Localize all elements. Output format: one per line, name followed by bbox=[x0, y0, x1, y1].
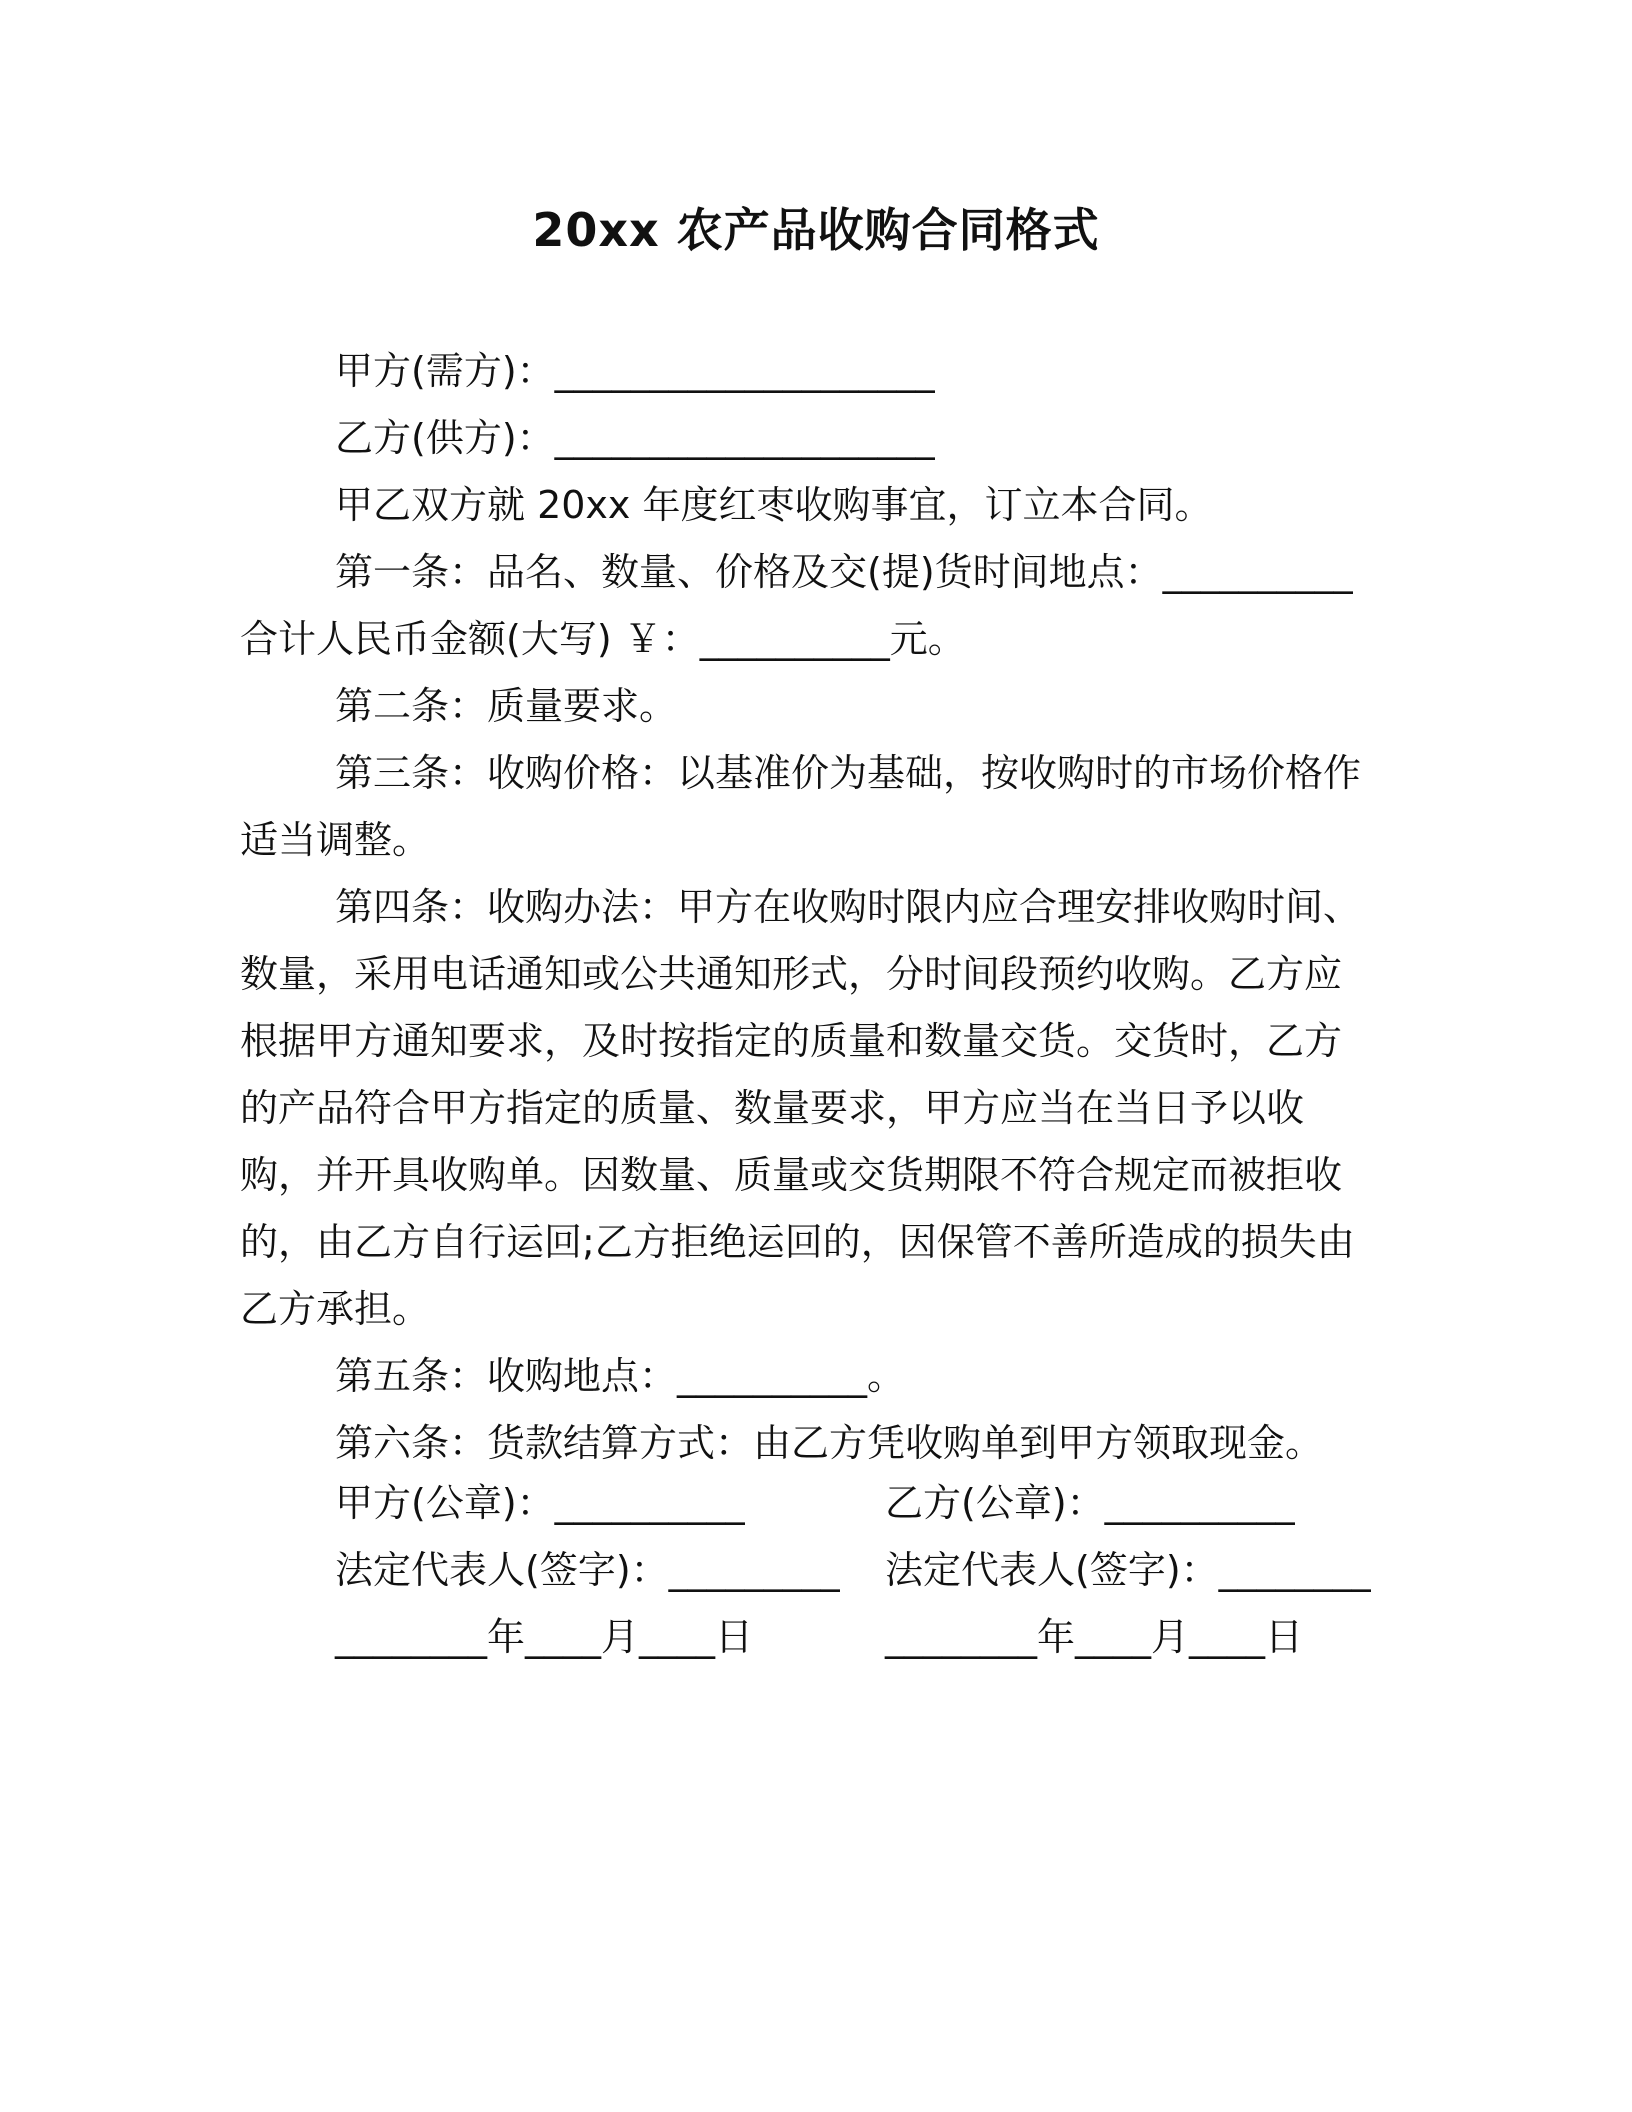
party-b-date: ________年____月____日 bbox=[885, 1615, 1304, 1659]
party-b-representative: 法定代表人(签字)：________ bbox=[885, 1548, 1371, 1592]
party-b-line: 乙方(供方)：____________________ bbox=[335, 416, 935, 460]
signature-block bbox=[335, 1470, 1375, 1671]
article-2: 第二条：质量要求。 bbox=[335, 684, 678, 728]
representative-row bbox=[335, 1537, 1375, 1604]
intro-paragraph: 甲乙双方就 20xx 年度红枣收购事宜，订立本合同。 bbox=[335, 483, 1213, 527]
article-1: 第一条：品名、数量、价格及交(提)货时间地点：__________合计人民币金额(大写) ￥：__________元。 bbox=[240, 550, 1353, 661]
party-a-seal: 甲方(公章)：__________ bbox=[335, 1481, 745, 1525]
document-title: 20xx 农产品收购合同格式 bbox=[532, 203, 1100, 257]
article-4: 第四条：收购办法：甲方在收购时限内应合理安排收购时间、数量，采用电话通知或公共通知形式，分时间段预约收购。乙方应根据甲方通知要求，及时按指定的质量和数量交货。交货时，乙方的产品符合甲方指定的质量、数量要求，甲方应当在当日予以收购，并开具收购单。因数量、质量或交货期限不符合规定而被拒收的，由乙方自行运回;乙方拒绝运回的，因保管不善所造成的损失由乙方承担。 bbox=[240, 885, 1362, 1331]
article-3: 第三条：收购价格：以基准价为基础，按收购时的市场价格作适当调整。 bbox=[240, 751, 1362, 862]
date-row bbox=[335, 1604, 1375, 1671]
party-a-date: ________年____月____日 bbox=[335, 1615, 754, 1659]
seal-row bbox=[335, 1470, 1375, 1537]
party-b-seal: 乙方(公章)：__________ bbox=[885, 1481, 1295, 1525]
party-a-line: 甲方(需方)：____________________ bbox=[335, 349, 935, 393]
contract-body bbox=[240, 338, 1374, 1477]
article-6: 第六条：货款结算方式：由乙方凭收购单到甲方领取现金。 bbox=[335, 1421, 1324, 1465]
party-a-representative: 法定代表人(签字)：_________ bbox=[335, 1548, 840, 1592]
article-5: 第五条：收购地点：__________。 bbox=[335, 1354, 906, 1398]
